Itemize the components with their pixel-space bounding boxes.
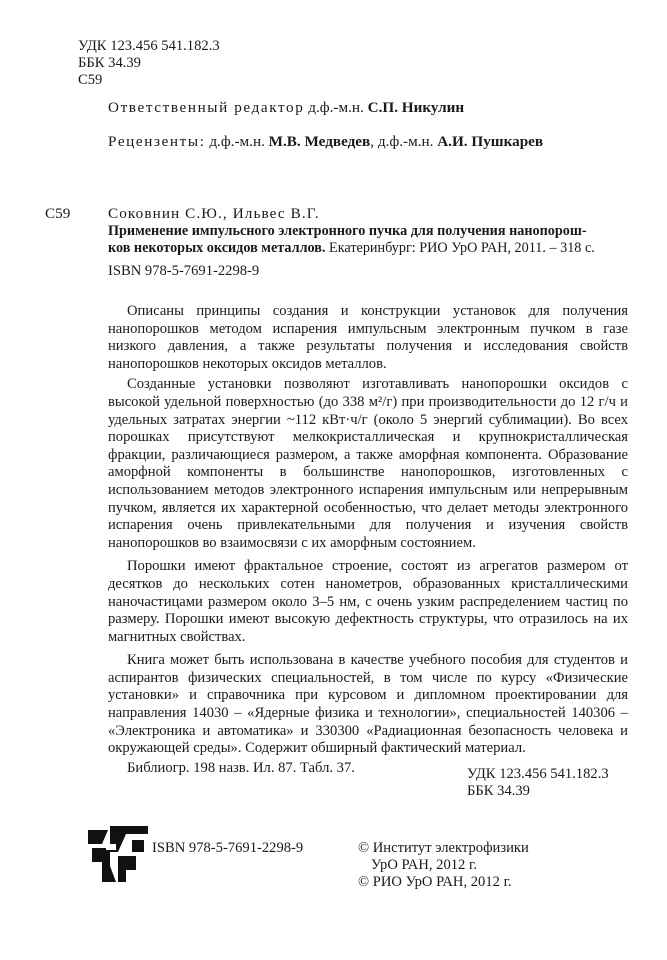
editor-credentials: д.ф.-м.н. [308,99,364,116]
bbk-code-top: ББК 34.39 [78,55,141,71]
copyright-institute: © Институт электрофизики [358,840,529,856]
book-title-end: ков некоторых оксидов металлов. [108,240,326,256]
reviewer1-name: М.В. Медведев [268,133,371,150]
udk-code-bottom: УДК 123.456 541.182.3 [467,766,609,782]
catalog-code: С59 [45,205,71,222]
abstract-paragraph-1: Описаны принципы создания и конструкции установок для получения нанопорошков методом испарения импульсным электронным пучком в газе низкого давления, а также результаты получения и исследования свойств нанопорошков некоторых оксидов металлов. [108,303,628,372]
publication-info: Екатеринбург: РИО УрО РАН, 2011. – 318 с. [325,240,595,256]
reviewers-label: Рецензенты: [108,133,206,150]
reviewer1-credentials: д.ф.-м.н. [209,133,265,150]
reviewer2-name: А.И. Пушкарев [437,133,544,150]
abstract-paragraph-2: Созданные установки позволяют изготавливать нанопорошки оксидов с высокой удельной поверхностью (до 338 м²/г) при производительности до 12 г/ч и удельных затратах энергии ~112 кВт·ч/г (около 5 энергий сублимации). Во всех порошках присутствуют мелкокристаллическая и крупнокристаллическая фракции, различающиеся размером, а также аморфная компонента. Образование аморфной компоненты в большинстве нанопорошков, изготовленных с использованием методов электронного испарения импульсным или непрерывным пучком, является их характерной особенностью, что делает методы электронного испарения очень привлекательными для получения и изучения свойств нанопорошков во взаимосвязи с их аморфным состоянием. [108,376,628,551]
isbn-catalog: ISBN 978-5-7691-2298-9 [108,263,260,279]
editor-label: Ответственный редактор [108,99,305,116]
abstract-paragraph-3: Порошки имеют фрактальное строение, состоят из агрегатов размером от десятков до нескольких сотен нанометров, образованных кристаллическими наночастицами размером около 3–5 нм, с очень узким распределением частиц по размеру. Порошки имеют высокую дефектность структуры, что отразилось на их магнитных свойствах. [108,558,628,645]
publisher-logo-icon [88,826,148,882]
bibliography-summary: Библиогр. 198 назв. Ил. 87. Табл. 37. [127,759,355,776]
copyright-institute-branch: УрО РАН, 2012 г. [371,857,477,873]
authors: Соковнин С.Ю., Ильвес В.Г. [108,205,320,222]
reviewer2-credentials: , д.ф.-м.н. [370,133,434,150]
udk-code-top: УДК 123.456 541.182.3 [78,38,220,54]
responsible-editor [108,99,464,117]
reviewers [108,133,543,151]
bbk-code-bottom: ББК 34.39 [467,783,530,799]
book-title-line1: Применение импульсного электронного пучка для получения нанопорош- [108,223,587,239]
catalog-code-top: С59 [78,72,103,88]
copyright-publisher: © РИО УрО РАН, 2012 г. [358,874,512,890]
editor-name: С.П. Никулин [367,99,465,116]
book-title-line2 [108,239,595,257]
isbn-footer: ISBN 978-5-7691-2298-9 [152,840,304,856]
abstract-paragraph-4: Книга может быть использована в качестве учебного пособия для студентов и аспирантов физических специальностей, в том числе по курсу «Физические установки» и справочника при курсовом и дипломном проектировании для направления 14030 – «Ядерные физика и технологии», специальностей 140306 – «Электроника и автоматика» и 330300 «Радиационная безопасность человека и окружающей среды». Содержит обширный фактический материал. [108,652,628,757]
abstract [108,303,628,783]
